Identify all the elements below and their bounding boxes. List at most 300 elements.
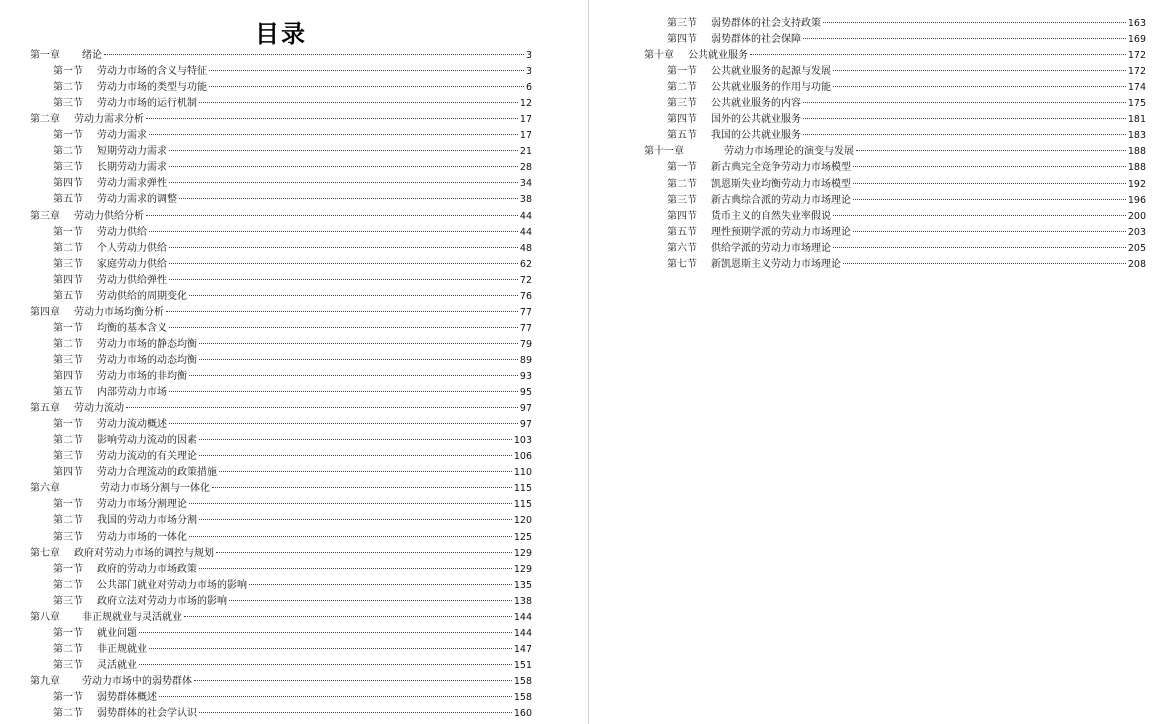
toc-entry-label (30, 610, 182, 626)
toc-entry-text: 劳动力合理流动的政策措施 (97, 467, 217, 479)
dot-leader (199, 359, 518, 360)
dot-leader (104, 54, 524, 55)
toc-entry-label (667, 177, 851, 193)
toc-entry-number: 第三节 (53, 659, 83, 671)
toc-entry-label (53, 385, 167, 401)
toc-entry-label (53, 562, 197, 578)
toc-entry-number: 第五节 (667, 226, 697, 238)
toc-entry-number: 第二节 (53, 708, 83, 720)
toc-entry-page-number: 21 (519, 146, 532, 158)
toc-entry-label (667, 64, 831, 80)
toc-entry-text: 理性预期学派的劳动力市场理论 (711, 226, 851, 238)
toc-entry-page-number: 144 (513, 627, 532, 639)
dot-leader (209, 70, 524, 71)
toc-section-entry[interactable] (667, 241, 1146, 257)
toc-section-entry[interactable] (667, 80, 1146, 96)
toc-section-entry[interactable] (53, 96, 532, 112)
toc-entry-page-number: 120 (513, 515, 532, 527)
toc-entry-page-number: 203 (1127, 226, 1146, 238)
toc-entry-text: 影响劳动力流动的因素 (97, 435, 197, 447)
toc-entry-page-number: 158 (513, 692, 532, 703)
toc-entry-number: 第三章 (30, 210, 60, 222)
toc-entry-text: 长期劳动力需求 (97, 162, 167, 174)
toc-entry-page-number: 115 (513, 483, 532, 495)
toc-entry-label (53, 530, 187, 546)
toc-section-entry[interactable] (53, 144, 532, 160)
toc-section-entry[interactable] (53, 369, 532, 385)
toc-entry-number: 第二节 (667, 82, 697, 94)
toc-entry-page-number: 192 (1127, 178, 1146, 190)
dot-leader (149, 648, 512, 649)
toc-chapter-entry[interactable] (30, 48, 532, 64)
toc-section-entry[interactable] (667, 64, 1146, 80)
toc-entry-page-number: 175 (1127, 98, 1146, 110)
toc-entry-label (53, 369, 187, 385)
toc-entry-number: 第一节 (53, 322, 83, 334)
toc-section-entry[interactable] (53, 64, 532, 80)
toc-entry-text: 劳动力需求的调整 (97, 194, 177, 206)
toc-section-entry[interactable] (53, 337, 532, 353)
toc-entry-label (53, 706, 197, 722)
toc-entry-number: 第七节 (667, 258, 697, 270)
dot-leader (169, 279, 518, 280)
toc-entry-page-number: 129 (513, 547, 532, 559)
toc-entry-number: 第二节 (53, 579, 83, 591)
dot-leader (199, 455, 512, 456)
dot-leader (853, 231, 1126, 232)
toc-entry-page-number: 196 (1127, 194, 1146, 206)
dot-leader (199, 343, 518, 344)
toc-entry-page-number: 48 (519, 242, 532, 254)
toc-entry-label (30, 674, 192, 690)
toc-section-entry[interactable] (53, 80, 532, 96)
dot-leader (189, 536, 512, 537)
toc-entry-text: 劳动力市场理论的演变与发展 (724, 146, 854, 158)
dot-leader (169, 263, 518, 264)
toc-entry-page-number: 3 (525, 50, 532, 61)
toc-entry-number: 第三节 (667, 18, 697, 29)
toc-entry-text: 劳动力市场的静态均衡 (97, 338, 197, 350)
toc-entry-text: 劳动力需求弹性 (97, 178, 167, 190)
toc-entry-label (53, 128, 147, 144)
dot-leader (169, 391, 518, 392)
toc-entry-text: 劳动力市场均衡分析 (74, 306, 164, 318)
toc-entry-text: 劳动力市场的类型与功能 (97, 82, 207, 94)
toc-entry-page-number: 106 (513, 451, 532, 463)
toc-section-entry[interactable] (53, 626, 532, 642)
toc-chapter-entry[interactable] (30, 209, 532, 225)
toc-entry-number: 第一节 (53, 419, 83, 431)
toc-entry-number: 第四章 (30, 306, 60, 318)
toc-entry-label (53, 64, 207, 80)
toc-entry-page-number: 95 (519, 387, 532, 399)
toc-section-entry[interactable] (53, 321, 532, 337)
dot-leader (853, 183, 1126, 184)
toc-entry-label (53, 241, 167, 257)
toc-section-entry[interactable] (53, 160, 532, 176)
toc-entry-text: 非正规就业与灵活就业 (82, 611, 182, 623)
dot-leader (803, 38, 1126, 39)
toc-entry-number: 第三节 (53, 531, 83, 543)
toc-entry-text: 公共就业服务的内容 (711, 98, 801, 110)
toc-entry-page-number: 169 (1127, 34, 1146, 46)
toc-section-entry[interactable] (53, 353, 532, 369)
toc-entry-text: 灵活就业 (97, 659, 137, 671)
toc-section-entry[interactable] (53, 706, 532, 722)
toc-entry-label (667, 193, 851, 209)
toc-entry-text: 我国的劳动力市场分割 (97, 515, 197, 527)
dot-leader (189, 503, 512, 504)
toc-entry-text: 新古典综合派的劳动力市场理论 (711, 194, 851, 206)
toc-chapter-entry[interactable] (30, 674, 532, 690)
toc-entry-page-number: 89 (519, 354, 532, 366)
toc-entry-text: 劳动力市场分割与一体化 (100, 483, 210, 495)
toc-entry-number: 第四节 (53, 274, 83, 286)
dot-leader (139, 632, 512, 633)
toc-entry-page-number: 44 (519, 226, 532, 238)
toc-entry-page-number: 6 (525, 82, 532, 94)
toc-section-entry[interactable] (667, 16, 1146, 32)
toc-entry-text: 公共就业服务的作用与功能 (711, 82, 831, 94)
toc-entry-page-number: 17 (519, 114, 532, 126)
dot-leader (833, 247, 1126, 248)
toc-entry-label (53, 433, 197, 449)
toc-entry-page-number: 183 (1127, 130, 1146, 142)
toc-entry-label (667, 241, 831, 257)
dot-leader (169, 182, 518, 183)
toc-entry-text: 新凯恩斯主义劳动力市场理论 (711, 258, 841, 270)
toc-section-entry[interactable] (667, 225, 1146, 241)
dot-leader (833, 215, 1126, 216)
toc-entry-text: 劳动力流动 (74, 403, 124, 415)
dot-leader (149, 231, 518, 232)
toc-entry-page-number: 34 (519, 178, 532, 190)
toc-entry-text: 均衡的基本含义 (97, 322, 167, 334)
toc-chapter-entry[interactable] (30, 112, 532, 128)
toc-entry-number: 第二节 (667, 178, 697, 190)
toc-entry-text: 我国的公共就业服务 (711, 130, 801, 142)
toc-entry-label (30, 546, 214, 562)
toc-chapter-entry[interactable] (644, 48, 1146, 64)
toc-chapter-entry[interactable] (30, 401, 532, 417)
dot-leader (212, 487, 512, 488)
toc-entry-text: 弱势群体的社会保障 (711, 34, 801, 46)
toc-entry-label (53, 337, 197, 353)
toc-entry-text: 绪论 (82, 50, 102, 61)
toc-section-entry[interactable] (53, 594, 532, 610)
dot-leader (169, 247, 518, 248)
toc-entry-number: 第二节 (53, 242, 83, 254)
toc-entry-label (30, 305, 164, 321)
toc-entry-number: 第八章 (30, 611, 60, 623)
toc-entry-text: 劳动力市场的动态均衡 (97, 354, 197, 366)
toc-entry-text: 政府立法对劳动力市场的影响 (97, 595, 227, 607)
toc-entry-label (53, 465, 217, 481)
toc-entry-number: 第十章 (644, 50, 674, 62)
toc-entry-page-number: 62 (519, 258, 532, 270)
toc-entry-page-number: 115 (513, 499, 532, 511)
toc-entry-label (30, 481, 210, 497)
toc-section-entry[interactable] (667, 160, 1146, 176)
toc-entry-label (644, 48, 748, 64)
toc-entry-label (30, 209, 144, 225)
toc-section-entry[interactable] (53, 176, 532, 192)
toc-entry-number: 第十一章 (644, 146, 684, 158)
toc-entry-page-number: 188 (1127, 146, 1146, 158)
dot-leader (126, 407, 518, 408)
toc-entry-page-number: 144 (513, 611, 532, 623)
toc-entry-page-number: 147 (513, 643, 532, 655)
toc-entry-number: 第九章 (30, 675, 60, 687)
toc-entry-page-number: 97 (519, 403, 532, 415)
toc-entry-text: 劳动力需求分析 (74, 114, 144, 126)
toc-section-entry[interactable] (667, 96, 1146, 112)
toc-entry-text: 劳动供给的周期变化 (97, 290, 187, 302)
dot-leader (169, 327, 518, 328)
toc-entry-number: 第三节 (53, 595, 83, 607)
toc-entry-page-number: 125 (513, 531, 532, 543)
toc-entry-label (53, 273, 167, 289)
toc-entry-number: 第一节 (667, 162, 697, 174)
toc-entry-page-number: 103 (513, 435, 532, 447)
toc-entry-text: 供给学派的劳动力市场理论 (711, 242, 831, 254)
dot-leader (139, 664, 512, 665)
toc-entry-label (53, 513, 197, 529)
toc-entry-label (667, 96, 801, 112)
toc-entry-text: 劳动力市场分割理论 (97, 499, 187, 511)
toc-entry-number: 第六节 (667, 242, 697, 254)
toc-entry-number: 第七章 (30, 547, 60, 559)
toc-section-entry[interactable] (53, 513, 532, 529)
toc-entry-label (667, 112, 801, 128)
dot-leader (199, 439, 512, 440)
toc-section-entry[interactable] (667, 32, 1146, 48)
toc-entry-text: 劳动力供给弹性 (97, 274, 167, 286)
toc-entry-label (667, 16, 821, 32)
dot-leader (146, 118, 518, 119)
toc-entry-label (53, 497, 187, 513)
toc-entry-number: 第六章 (30, 483, 60, 495)
toc-section-entry[interactable] (53, 241, 532, 257)
toc-entry-label (53, 160, 167, 176)
toc-entry-label (667, 209, 831, 225)
toc-section-entry[interactable] (53, 690, 532, 706)
toc-entry-number: 第一节 (53, 130, 83, 142)
toc-entry-number: 第五章 (30, 403, 60, 415)
toc-entry-number: 第三节 (53, 98, 83, 110)
dot-leader (803, 118, 1126, 119)
toc-entry-number: 第三节 (667, 194, 697, 206)
toc-entry-text: 劳动力市场的一体化 (97, 531, 187, 543)
toc-entry-label (53, 658, 137, 674)
toc-entry-label (667, 128, 801, 144)
dot-leader (823, 22, 1126, 23)
toc-entry-page-number: 72 (519, 274, 532, 286)
toc-entry-number: 第三节 (53, 162, 83, 174)
toc-entry-page-number: 172 (1127, 66, 1146, 78)
toc-section-entry[interactable] (53, 562, 532, 578)
dot-leader (169, 166, 518, 167)
dot-leader (803, 102, 1126, 103)
toc-entry-text: 劳动力供给分析 (74, 210, 144, 222)
toc-section-entry[interactable] (53, 465, 532, 481)
toc-section-entry[interactable] (53, 128, 532, 144)
toc-entry-page-number: 76 (519, 290, 532, 302)
dot-leader (179, 198, 518, 199)
toc-entry-text: 劳动力供给 (97, 226, 147, 238)
toc-entry-number: 第三节 (667, 98, 697, 110)
toc-entry-label (53, 144, 167, 160)
toc-entry-page-number: 208 (1127, 258, 1146, 270)
toc-entry-number: 第二节 (53, 643, 83, 655)
toc-section-entry[interactable] (53, 257, 532, 273)
toc-entry-label (53, 594, 227, 610)
dot-leader (166, 311, 518, 312)
toc-entry-text: 劳动力需求 (97, 130, 147, 142)
dot-leader (146, 215, 518, 216)
dot-leader (219, 471, 512, 472)
toc-entry-label (30, 401, 124, 417)
toc-entry-text: 弱势群体概述 (97, 692, 157, 703)
dot-leader (853, 199, 1126, 200)
toc-entry-text: 劳动力市场的非均衡 (97, 371, 187, 382)
dot-leader (750, 54, 1126, 55)
toc-section-entry[interactable] (667, 112, 1146, 128)
dot-leader (833, 70, 1126, 71)
toc-entry-page-number: 17 (519, 130, 532, 142)
toc-entry-label (53, 321, 167, 337)
toc-entry-page-number: 205 (1127, 242, 1146, 254)
toc-chapter-entry[interactable] (30, 610, 532, 626)
toc-entry-number: 第四节 (667, 34, 697, 46)
toc-section-entry[interactable] (53, 273, 532, 289)
toc-section-entry[interactable] (667, 177, 1146, 193)
toc-entry-text: 公共部门就业对劳动力市场的影响 (97, 579, 247, 591)
toc-entry-text: 非正规就业 (97, 643, 147, 655)
toc-entry-page-number: 97 (519, 419, 532, 431)
toc-entry-number: 第一节 (53, 226, 83, 238)
toc-entry-page-number: 158 (513, 675, 532, 687)
toc-entry-label (667, 80, 831, 96)
toc-entry-text: 国外的公共就业服务 (711, 114, 801, 126)
toc-entry-label (53, 225, 147, 241)
dot-leader (216, 552, 512, 553)
toc-entry-label (30, 112, 144, 128)
toc-chapter-entry[interactable] (30, 305, 532, 321)
toc-chapter-entry[interactable] (644, 144, 1146, 160)
toc-section-entry[interactable] (667, 193, 1146, 209)
toc-entry-label (53, 626, 137, 642)
toc-entry-number: 第一节 (53, 66, 83, 78)
dot-leader (199, 568, 512, 569)
toc-entry-text: 劳动力市场的含义与特征 (97, 66, 207, 78)
toc-entry-page-number: 44 (519, 210, 532, 222)
toc-entry-page-number: 12 (519, 98, 532, 110)
toc-entry-label (53, 96, 197, 112)
toc-entry-label (667, 32, 801, 48)
toc-section-entry[interactable] (53, 530, 532, 546)
toc-entry-label (53, 176, 167, 192)
toc-entry-text: 公共就业服务 (688, 50, 748, 62)
toc-entry-text: 劳动力流动概述 (97, 419, 167, 431)
toc-section-entry[interactable] (53, 642, 532, 658)
toc-entry-page-number: 3 (525, 66, 532, 78)
dot-leader (199, 102, 518, 103)
toc-section-entry[interactable] (53, 497, 532, 513)
toc-entry-label (667, 160, 851, 176)
toc-section-entry[interactable] (53, 192, 532, 208)
dot-leader (194, 680, 512, 681)
toc-entry-text: 弱势群体的社会学认识 (97, 708, 197, 720)
dot-leader (249, 584, 512, 585)
toc-entry-number: 第三节 (53, 258, 83, 270)
toc-entry-page-number: 110 (513, 467, 532, 479)
toc-entry-page-number: 77 (519, 306, 532, 318)
toc-entry-number: 第四节 (667, 210, 697, 222)
dot-leader (169, 150, 518, 151)
toc-entry-number: 第一章 (30, 50, 60, 61)
toc-section-entry[interactable] (53, 385, 532, 401)
toc-chapter-entry[interactable] (30, 546, 532, 562)
toc-entry-text: 家庭劳动力供给 (97, 258, 167, 270)
toc-entry-number: 第二节 (53, 338, 83, 350)
toc-entry-text: 新古典完全竞争劳动力市场模型 (711, 162, 851, 174)
toc-entry-page-number: 129 (513, 563, 532, 575)
toc-section-entry[interactable] (53, 225, 532, 241)
toc-section-entry[interactable] (667, 209, 1146, 225)
toc-entry-number: 第三节 (53, 451, 83, 463)
dot-leader (189, 295, 518, 296)
toc-entry-label (30, 48, 102, 64)
toc-section-entry[interactable] (53, 289, 532, 305)
toc-entry-text: 劳动力市场的运行机制 (97, 98, 197, 110)
toc-section-entry[interactable] (53, 658, 532, 674)
dot-leader (149, 134, 518, 135)
toc-entry-number: 第一节 (667, 66, 697, 78)
dot-leader (184, 616, 512, 617)
dot-leader (209, 86, 524, 87)
dot-leader (159, 696, 512, 697)
toc-entry-number: 第一节 (53, 499, 83, 511)
toc-entry-page-number: 151 (513, 659, 532, 671)
toc-chapter-entry[interactable] (30, 481, 532, 497)
dot-leader (199, 519, 512, 520)
toc-entry-number: 第四节 (53, 178, 83, 190)
toc-entry-number: 第二节 (53, 435, 83, 447)
toc-entry-number: 第二节 (53, 82, 83, 94)
toc-section-entry[interactable] (667, 257, 1146, 273)
toc-entry-label (644, 144, 854, 160)
toc-section-entry[interactable] (667, 128, 1146, 144)
toc-entry-text: 内部劳动力市场 (97, 387, 167, 399)
toc-entry-page-number: 38 (519, 194, 532, 206)
toc-entry-page-number: 28 (519, 162, 532, 174)
toc-entry-text: 公共就业服务的起源与发展 (711, 66, 831, 78)
toc-entry-label (53, 417, 167, 433)
toc-entry-page-number: 174 (1127, 82, 1146, 94)
toc-entry-label (53, 80, 207, 96)
toc-entry-label (53, 449, 197, 465)
toc-entry-text: 劳动力流动的有关理论 (97, 451, 197, 463)
toc-section-entry[interactable] (53, 578, 532, 594)
toc-entry-number: 第三节 (53, 354, 83, 366)
toc-section-entry[interactable] (53, 449, 532, 465)
toc-entry-text: 政府的劳动力市场政策 (97, 563, 197, 575)
toc-section-entry[interactable] (53, 433, 532, 449)
toc-section-entry[interactable] (53, 417, 532, 433)
toc-title: 目录 (255, 20, 307, 48)
dot-leader (853, 166, 1126, 167)
